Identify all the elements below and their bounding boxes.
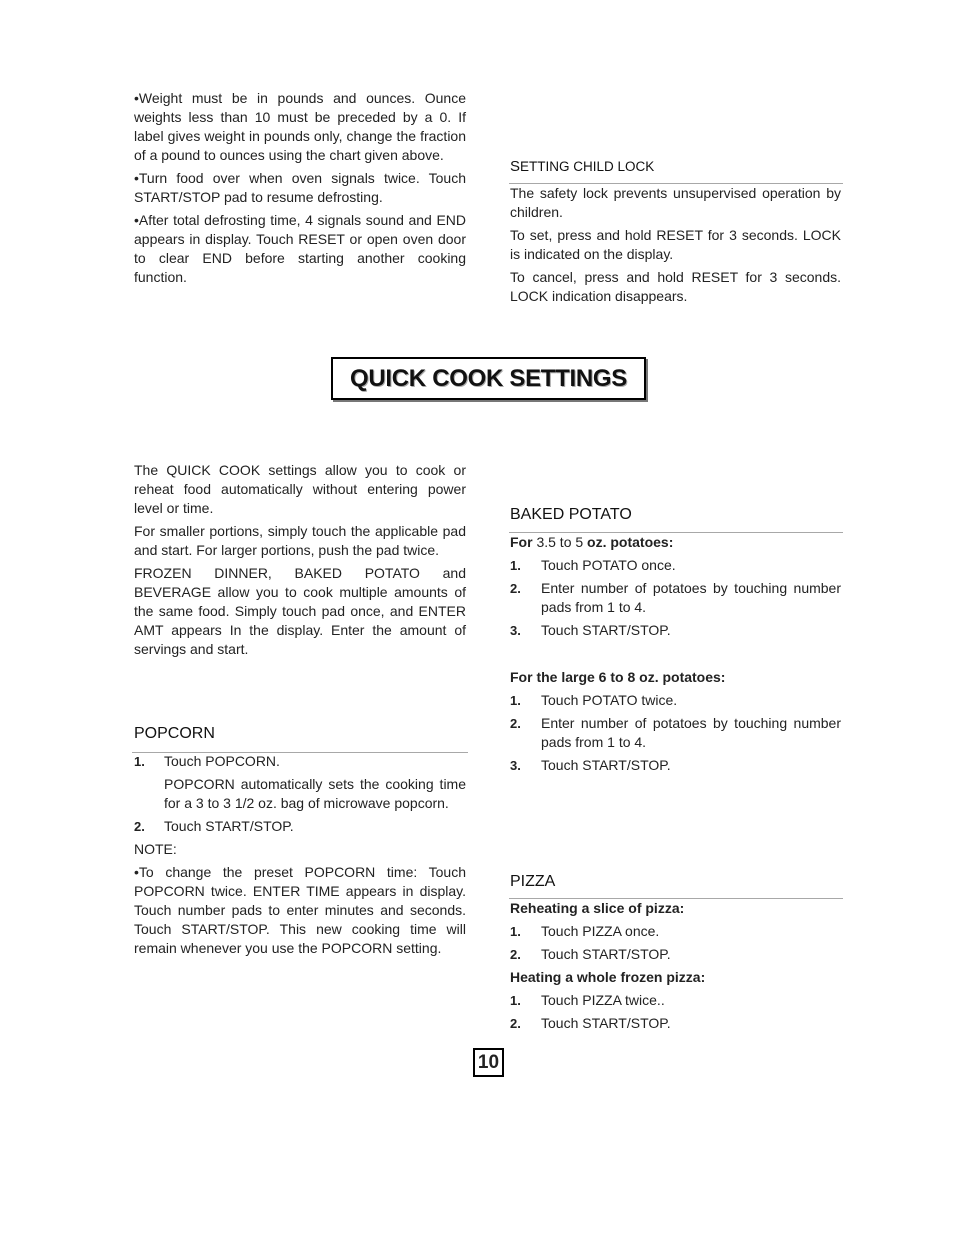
step-text: Touch START/STOP. (541, 946, 671, 962)
step-number: 3. (510, 758, 521, 773)
defrost-notes (134, 89, 466, 291)
pizza-step (510, 1014, 841, 1033)
pizza-step (510, 922, 841, 941)
step-number: 3. (510, 623, 521, 638)
step-number: 2. (510, 947, 521, 962)
quick-cook-intro (134, 461, 466, 663)
potato-group2-steps (510, 691, 841, 775)
popcorn-heading: POPCORN (134, 725, 215, 742)
step-number: 2. (510, 716, 521, 731)
baked-potato-heading: BAKED POTATO (510, 506, 632, 523)
step-number: 1. (134, 754, 145, 769)
pizza-heading: PIZZA (510, 873, 556, 890)
step-number: 1. (510, 558, 521, 573)
child-lock-paragraph: To set, press and hold RESET for 3 seconds. LOCK is indicated on the display. (510, 227, 841, 262)
defrost-bullet: •After total defrosting time, 4 signals sound and END appears in display. Touch RESET or open oven door to clear END before starting another cooking function. (134, 212, 466, 285)
step-text: Touch START/STOP. (164, 818, 294, 834)
defrost-bullet: •Weight must be in pounds and ounces. Ounce weights less than 10 must be preceded by a 0. If label gives weight in pounds only, change the fraction of a pound to ounces using the chart given above. (134, 90, 466, 163)
step-text: Enter number of potatoes by touching number pads from 1 to 4. (541, 580, 841, 615)
step-text: Touch START/STOP. (541, 1015, 671, 1031)
baked-potato-body (510, 533, 841, 644)
step-note-text: POPCORN automatically sets the cooking time for a 3 to 3 1/2 oz. bag of microwave popcorn. (164, 776, 466, 811)
step-number: 1. (510, 993, 521, 1008)
potato-group1-label: For 3.5 to 5 oz. potatoes: (510, 534, 674, 550)
section-title-box (331, 357, 646, 400)
step-text: Touch START/STOP. (541, 622, 671, 638)
popcorn-step (134, 752, 466, 771)
pizza-group1-label: Reheating a slice of pizza: (510, 900, 685, 916)
intro-paragraph: FROZEN DINNER, BAKED POTATO and BEVERAGE allow you to cook multiple amounts of the same food. Simply touch pad once, and ENTER AMT appears In the display. Enter the amount of servings and start. (134, 565, 466, 657)
step-number: 1. (510, 924, 521, 939)
intro-paragraph: For smaller portions, simply touch the applicable pad and start. For larger portions, push the pad twice. (134, 523, 466, 558)
popcorn-step (134, 817, 466, 836)
pizza-step (510, 991, 841, 1010)
potato-step (510, 714, 841, 752)
step-text: Enter number of potatoes by touching number pads from 1 to 4. (541, 715, 841, 750)
step-text: Touch PIZZA once. (541, 923, 660, 939)
potato-group1-steps (510, 556, 841, 640)
pizza-body (510, 899, 841, 1037)
pizza-step (510, 945, 841, 964)
step-text: Touch POTATO once. (541, 557, 676, 573)
defrost-bullet: •Turn food over when oven signals twice. Touch START/STOP pad to resume defrosting. (134, 170, 466, 205)
step-number: 2. (134, 819, 145, 834)
potato-step (510, 579, 841, 617)
popcorn-body (134, 752, 466, 962)
intro-paragraph: The QUICK COOK settings allow you to cook or reheat food automatically without entering power level or time. (134, 462, 466, 516)
child-lock-paragraph: The safety lock prevents unsupervised operation by children. (510, 185, 841, 220)
step-number: 2. (510, 1016, 521, 1031)
page-number: 10 (473, 1048, 504, 1077)
potato-step (510, 756, 841, 775)
step-text: Touch POPCORN. (164, 753, 280, 769)
baked-potato-large (510, 668, 841, 779)
potato-group2-label: For the large 6 to 8 oz. potatoes: (510, 669, 726, 685)
step-number: 2. (510, 581, 521, 596)
pizza-group2-label: Heating a whole frozen pizza: (510, 969, 706, 985)
popcorn-steps (134, 752, 466, 836)
popcorn-note-bullet: •To change the preset POPCORN time: Touch POPCORN twice. ENTER TIME appears in display. Touch number pads to enter minutes and seconds. Touch START/STOP. This new cooking time will remain whenever you use the POPCORN setting. (134, 864, 466, 956)
popcorn-step-note (134, 775, 466, 813)
child-lock-heading: SETTING CHILD LOCK (510, 158, 655, 175)
step-text: Touch START/STOP. (541, 757, 671, 773)
step-number: 1. (510, 693, 521, 708)
section-title: QUICK COOK SETTINGS (350, 364, 627, 392)
potato-step (510, 691, 841, 710)
child-lock-paragraph: To cancel, press and hold RESET for 3 seconds. LOCK indication disappears. (510, 269, 841, 304)
pizza-group2-steps (510, 991, 841, 1033)
popcorn-note-label: NOTE: (134, 841, 177, 857)
pizza-group1-steps (510, 922, 841, 964)
child-lock-body (510, 184, 841, 310)
potato-step (510, 556, 841, 575)
potato-step (510, 621, 841, 640)
step-text: Touch POTATO twice. (541, 692, 678, 708)
step-text: Touch PIZZA twice.. (541, 992, 665, 1008)
